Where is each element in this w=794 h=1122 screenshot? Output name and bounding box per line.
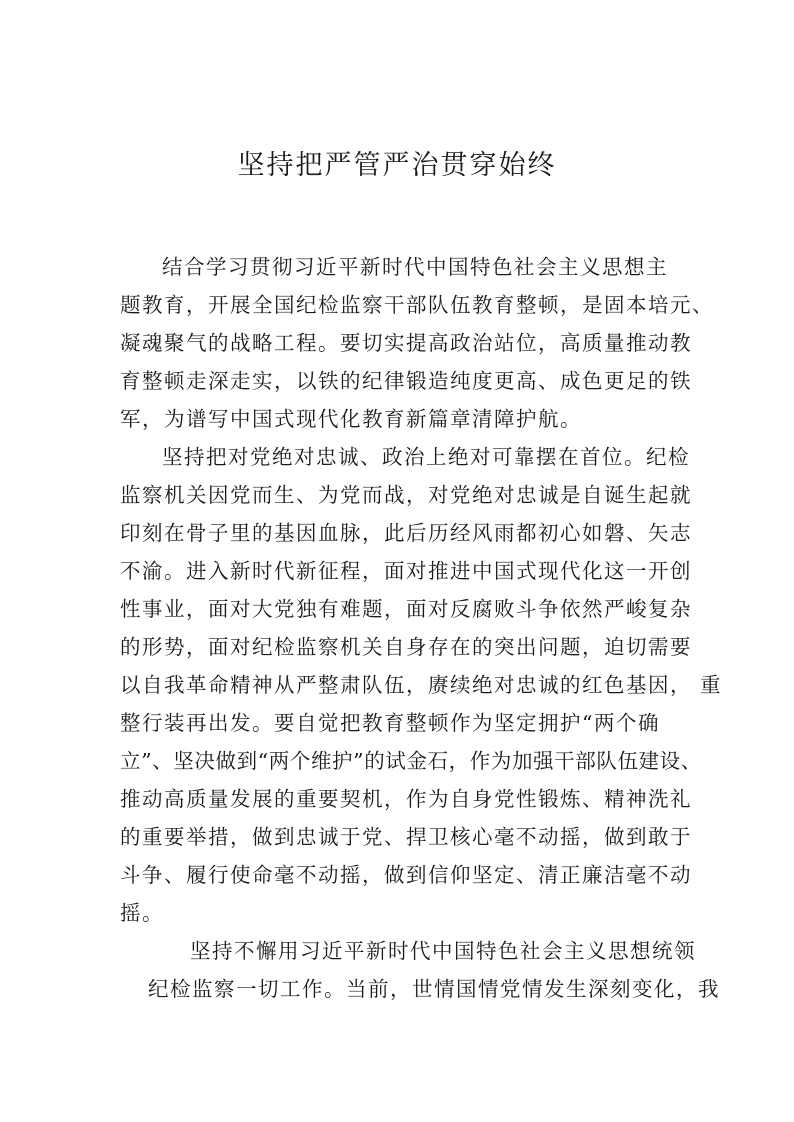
paragraph-line: 摇。	[120, 901, 164, 925]
paragraph-line: 育整顿走深走实，以铁的纪律锻造纯度更高、成色更足的铁	[120, 369, 692, 393]
paragraph-line: 军，为谱写中国式现代化教育新篇章清障护航。	[120, 407, 582, 431]
paragraph-line: 立”、坚决做到“两个维护”的试金石，作为加强干部队伍建设、	[120, 749, 702, 773]
paragraph-line: 斗争、履行使命毫不动摇，做到信仰坚定、清正廉洁毫不动	[120, 863, 692, 887]
paragraph-line: 凝魂聚气的战略工程。要切实提高政治站位，高质量推动教	[120, 331, 692, 355]
paragraph-line: 以自我革命精神从严整肃队伍，赓续绝对忠诚的红色基因， 重	[120, 673, 723, 697]
paragraph-line: 不渝。进入新时代新征程，面对推进中国式现代化这一开创	[120, 559, 692, 583]
paragraph-line: 纪检监察一切工作。当前，世情国情党情发生深刻变化，我	[148, 977, 720, 1001]
paragraph-line: 整行装再出发。要自觉把教育整顿作为坚定拥护“两个确	[120, 711, 660, 735]
paragraph-line: 性事业，面对大党独有难题，面对反腐败斗争依然严峻复杂	[120, 597, 692, 621]
paragraph-line: 的形势，面对纪检监察机关自身存在的突出问题，迫切需要	[120, 635, 692, 659]
paragraph-line: 坚持不懈用习近平新时代中国特色社会主义思想统领	[190, 939, 696, 963]
paragraph-line: 的重要举措，做到忠诚于党、捍卫核心毫不动摇，做到敢于	[120, 825, 692, 849]
paragraph-line: 坚持把对党绝对忠诚、政治上绝对可靠摆在首位。纪检	[162, 445, 690, 469]
paragraph-line: 结合学习贯彻习近平新时代中国特色社会主义思想主	[162, 255, 668, 279]
paragraph-line: 印刻在骨子里的基因血脉，此后历经风雨都初心如磐、矢志	[120, 521, 692, 545]
paragraph-line: 监察机关因党而生、为党而战，对党绝对忠诚是自诞生起就	[120, 483, 692, 507]
paragraph-line: 题教育，开展全国纪检监察干部队伍教育整顿，是固本培元、	[120, 293, 714, 317]
paragraph-line: 推动高质量发展的重要契机，作为自身党性锻炼、精神洗礼	[120, 787, 692, 811]
document-title: 坚持把严管严治贯穿始终	[237, 150, 557, 181]
